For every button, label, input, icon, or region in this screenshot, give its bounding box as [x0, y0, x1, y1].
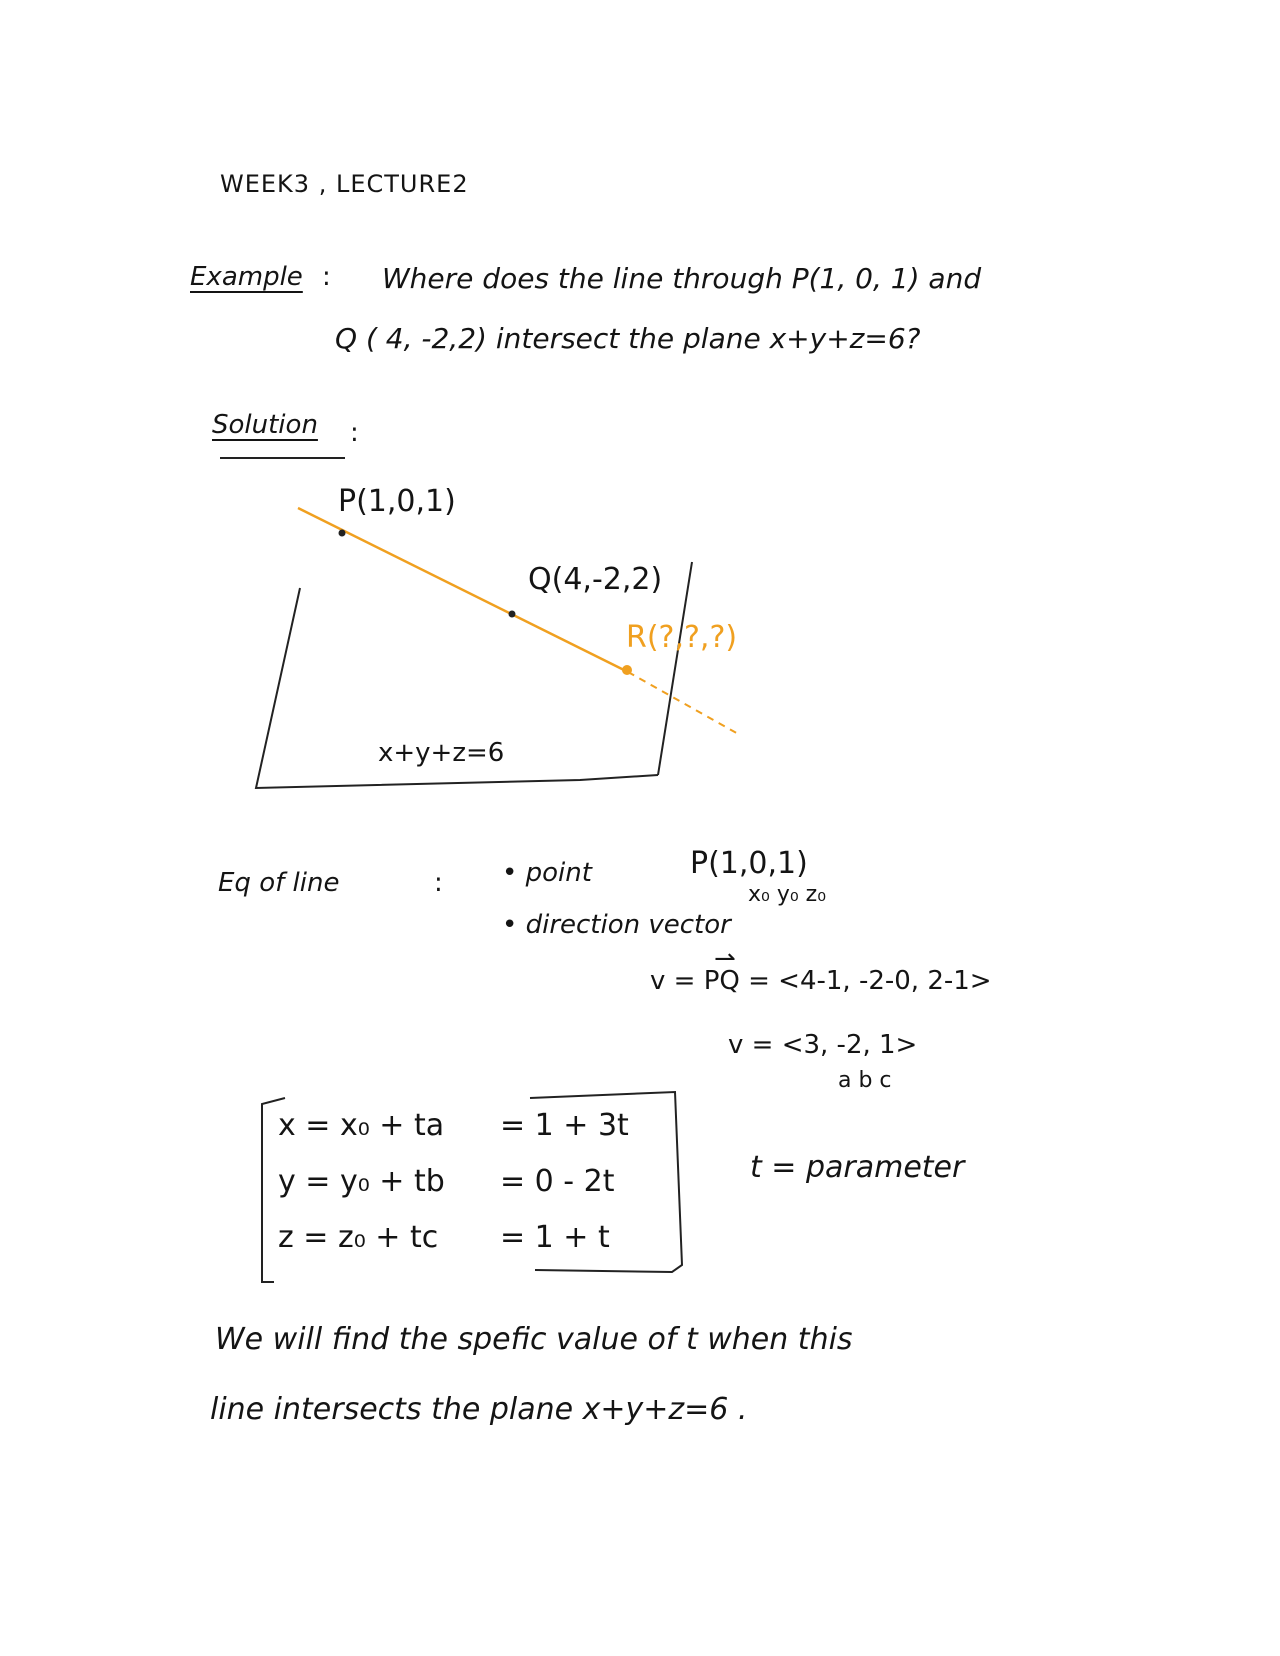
conclusion-line2: line intersects the plane x+y+z=6 . — [210, 1392, 748, 1427]
example-colon: : — [322, 262, 331, 292]
eq-of-line-label: Eq of line — [218, 868, 340, 898]
solution-colon: : — [350, 418, 359, 448]
solution-label: Solution — [212, 410, 318, 440]
page-title: WEEK3 , LECTURE2 — [220, 170, 469, 198]
point-p-label: P(1,0,1) — [338, 484, 456, 519]
param-z-value: = 1 + t — [500, 1220, 610, 1255]
point-r-label: R(?,?,?) — [626, 620, 738, 655]
point-q-label: Q(4,-2,2) — [528, 562, 663, 597]
vector-components-labels: a b c — [838, 1068, 892, 1093]
example-label: Example — [190, 262, 303, 292]
param-y-equation: y = y₀ + tb — [278, 1164, 445, 1199]
vector-pq: v = PQ = <4-1, -2-0, 2-1> — [650, 966, 992, 996]
parameter-note: t = parameter — [750, 1150, 965, 1185]
point-r-dot — [622, 665, 632, 675]
point-subscripts: x₀ y₀ z₀ — [748, 882, 827, 907]
point-value: P(1,0,1) — [690, 846, 808, 881]
plane-outline-right — [658, 562, 692, 775]
bullet-direction-vector: • direction vector — [502, 910, 731, 940]
eq-of-line-colon: : — [434, 868, 443, 898]
bullet-point: • point — [502, 858, 592, 888]
vector-pq-arrow: ⇀ — [714, 944, 736, 974]
example-question-line2: Q ( 4, -2,2) intersect the plane x+y+z=6? — [335, 322, 921, 355]
param-x-value: = 1 + 3t — [500, 1108, 629, 1143]
example-question-line1: Where does the line through P(1, 0, 1) and — [382, 262, 982, 295]
param-x-equation: x = x₀ + ta — [278, 1108, 445, 1143]
plane-label: x+y+z=6 — [378, 738, 505, 768]
point-p-dot — [339, 530, 346, 537]
line-hidden-segment — [628, 672, 740, 735]
vector-v: v = <3, -2, 1> — [728, 1030, 918, 1060]
conclusion-line1: We will find the spefic value of t when this — [215, 1322, 853, 1357]
param-y-value: = 0 - 2t — [500, 1164, 615, 1199]
param-z-equation: z = z₀ + tc — [278, 1220, 439, 1255]
point-q-dot — [509, 611, 516, 618]
